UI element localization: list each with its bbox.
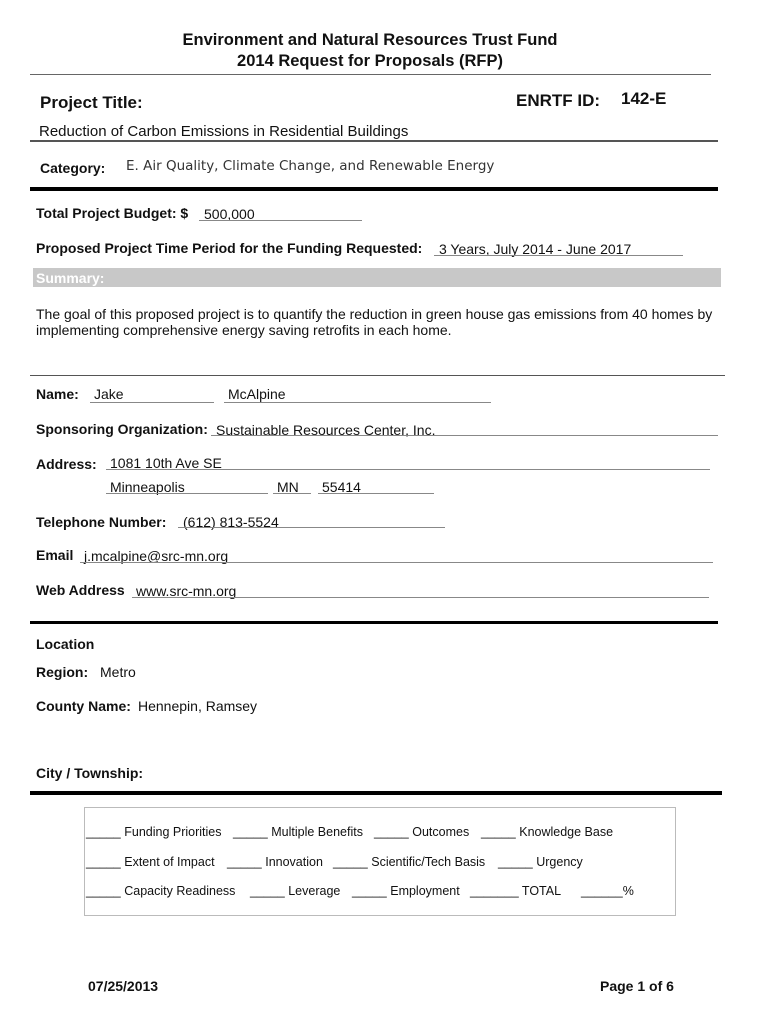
- score-total: _______ TOTAL: [470, 884, 562, 898]
- address-label: Address:: [36, 456, 97, 472]
- footer-date: 07/25/2013: [88, 978, 159, 994]
- city-underline: [106, 493, 268, 494]
- category-value: E. Air Quality, Climate Change, and Renewable Energy: [126, 158, 495, 174]
- last-name: McAlpine: [228, 386, 286, 402]
- email-label: Email: [36, 547, 74, 563]
- phone-underline: [178, 527, 445, 528]
- county-label: County Name:: [36, 698, 131, 714]
- score-outcomes: _____ Outcomes: [374, 825, 470, 839]
- footer-page-number: Page 1 of 6: [600, 978, 674, 994]
- organization-value: Sustainable Resources Center, Inc.: [216, 422, 436, 438]
- project-title-label: Project Title:: [40, 93, 143, 112]
- name-label: Name:: [36, 386, 79, 402]
- phone-label: Telephone Number:: [36, 514, 167, 530]
- county-value: Hennepin, Ramsey: [138, 698, 258, 714]
- enrtf-id-label: ENRTF ID:: [516, 91, 601, 110]
- first-name: Jake: [94, 386, 124, 402]
- header-divider: [30, 74, 711, 75]
- summary-line-1: The goal of this proposed project is to quantify the reduction in green house gas emissions from 40 homes by: [36, 306, 713, 322]
- budget-value: 500,000: [204, 206, 255, 222]
- city-township-label: City / Township:: [36, 765, 144, 781]
- enrtf-id-value: 142-E: [621, 89, 667, 108]
- contact-divider: [30, 621, 718, 624]
- form-title: Environment and Natural Resources Trust Fund: [182, 31, 558, 49]
- region-value: Metro: [100, 664, 136, 680]
- form-subtitle: 2014 Request for Proposals (RFP): [237, 52, 503, 70]
- score-leverage: _____ Leverage: [250, 884, 341, 898]
- street-underline: [106, 469, 710, 470]
- web-value: www.src-mn.org: [136, 583, 237, 599]
- web-underline: [132, 597, 709, 598]
- email-underline: [80, 562, 713, 563]
- score-funding-priorities: _____ Funding Priorities: [86, 825, 222, 839]
- score-urgency: _____ Urgency: [498, 855, 583, 869]
- phone-value: (612) 813-5524: [183, 514, 279, 530]
- email-value: j.mcalpine@src-mn.org: [84, 548, 229, 564]
- score-multiple-benefits: _____ Multiple Benefits: [233, 825, 363, 839]
- first-name-underline: [90, 402, 214, 403]
- score-innovation: _____ Innovation: [227, 855, 323, 869]
- summary-line-2: implementing comprehensive energy saving retrofits in each home.: [36, 322, 452, 338]
- zip-underline: [318, 493, 434, 494]
- period-value: 3 Years, July 2014 - June 2017: [439, 241, 632, 257]
- budget-label: Total Project Budget: $: [36, 205, 189, 221]
- period-underline: [434, 255, 683, 256]
- category-label: Category:: [40, 160, 106, 176]
- score-percent: ______%: [581, 884, 634, 898]
- location-heading: Location: [36, 636, 95, 652]
- score-scientific-tech-basis: _____ Scientific/Tech Basis: [333, 855, 486, 869]
- location-divider: [30, 791, 722, 795]
- project-title-value: Reduction of Carbon Emissions in Residential Buildings: [39, 123, 409, 140]
- address-street: 1081 10th Ave SE: [110, 455, 222, 471]
- score-capacity-readiness: _____ Capacity Readiness: [86, 884, 236, 898]
- summary-label: Summary:: [36, 270, 105, 286]
- organization-label: Sponsoring Organization:: [36, 421, 208, 437]
- score-extent-of-impact: _____ Extent of Impact: [86, 855, 215, 869]
- address-zip: 55414: [322, 479, 361, 495]
- score-employment: _____ Employment: [352, 884, 460, 898]
- budget-underline: [199, 220, 362, 221]
- title-divider: [30, 140, 718, 142]
- score-knowledge-base: _____ Knowledge Base: [481, 825, 614, 839]
- period-label: Proposed Project Time Period for the Funding Requested:: [36, 240, 423, 256]
- address-city: Minneapolis: [110, 479, 185, 495]
- address-state: MN: [277, 479, 299, 495]
- region-label: Region:: [36, 664, 89, 680]
- last-name-underline: [224, 402, 491, 403]
- organization-underline: [211, 435, 718, 436]
- summary-bar: [33, 268, 721, 287]
- state-underline: [273, 493, 311, 494]
- web-label: Web Address: [36, 582, 125, 598]
- category-divider: [30, 187, 718, 191]
- summary-divider: [30, 375, 725, 376]
